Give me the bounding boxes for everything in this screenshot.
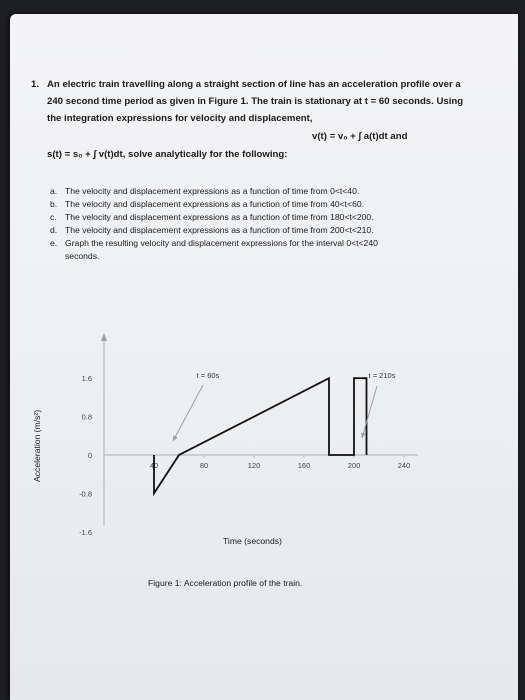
y-axis-arrow bbox=[101, 333, 107, 341]
task-c-letter: c. bbox=[50, 212, 57, 222]
chart-annotations bbox=[173, 371, 396, 441]
question-number: 1. bbox=[31, 79, 40, 90]
annotation-t60-label: t = 60s bbox=[196, 371, 220, 380]
x-tick-label: 80 bbox=[199, 461, 209, 470]
task-e-text: Graph the resulting velocity and displacement expressions for the interval 0<t<240 bbox=[65, 238, 378, 248]
y-tick-label: 1.6 bbox=[81, 374, 92, 384]
x-tick-label: 120 bbox=[247, 461, 261, 470]
chart-axes bbox=[101, 333, 418, 526]
problem-line-1: An electric train travelling along a straight section of line has an acceleration profile over a bbox=[47, 79, 461, 90]
x-axis-title: Time (seconds) bbox=[223, 536, 282, 546]
x-tick-label: 200 bbox=[347, 461, 361, 470]
displacement-formula: s(t) = s₀ + ∫ v(t)dt, solve analytically for the following: bbox=[47, 149, 288, 160]
chart-marks bbox=[154, 378, 367, 493]
problem-line-3: the integration expressions for velocity and displacement, bbox=[47, 113, 313, 124]
y-tick-label: -0.8 bbox=[79, 489, 92, 499]
acceleration-chart bbox=[10, 14, 518, 700]
document-page bbox=[10, 14, 518, 700]
annotation-t210-arrow bbox=[362, 386, 377, 438]
x-tick-label: 40 bbox=[149, 461, 159, 470]
task-b-text: The velocity and displacement expressions as a function of time from 40<t<60. bbox=[65, 199, 365, 209]
task-c-text: The velocity and displacement expressions as a function of time from 180<t<200. bbox=[65, 212, 374, 222]
task-b-letter: b. bbox=[50, 199, 58, 209]
annotation-t210-arrowhead bbox=[361, 433, 366, 438]
figure-caption: Figure 1: Acceleration profile of the train. bbox=[148, 578, 303, 588]
task-e-text-cont: seconds. bbox=[65, 251, 100, 261]
velocity-formula: v(t) = v₀ + ∫ a(t)dt and bbox=[312, 131, 408, 142]
x-tick-label: 240 bbox=[397, 461, 411, 470]
y-axis-title: Acceleration (m/s²) bbox=[32, 409, 42, 482]
y-tick-label: -1.6 bbox=[79, 527, 92, 537]
task-d-text: The velocity and displacement expressions as a function of time from 200<t<210. bbox=[65, 225, 374, 235]
annotation-t210-label: t = 210s bbox=[368, 371, 396, 380]
y-tick-label: 0.8 bbox=[81, 412, 92, 422]
task-a-letter: a. bbox=[50, 186, 58, 196]
task-a-text: The velocity and displacement expressions as a function of time from 0<t<40. bbox=[65, 186, 360, 196]
annotation-t60-arrow bbox=[173, 385, 203, 441]
y-tick-label: 0 bbox=[87, 451, 92, 460]
task-d-letter: d. bbox=[50, 225, 58, 235]
x-tick-label: 160 bbox=[297, 461, 311, 470]
acceleration-line bbox=[154, 378, 367, 493]
task-e-letter: e. bbox=[50, 238, 58, 248]
problem-line-2: 240 second time period as given in Figure 1. The train is stationary at t = 60 seconds. Using bbox=[47, 96, 464, 107]
